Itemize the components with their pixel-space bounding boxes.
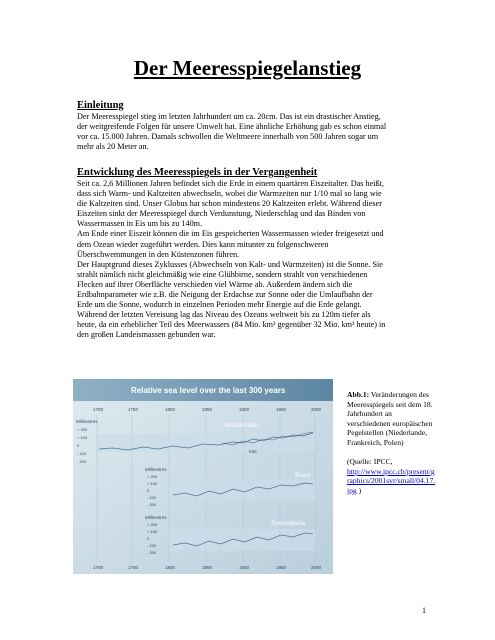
caption-line: Meeresspiegels seit dem 18. <box>347 399 433 409</box>
year-tick: 2000 <box>311 565 322 570</box>
year-tick: 2000 <box>311 407 322 412</box>
development-line: Erde um die Sonne, wodurch in einzelnen Perioden mehr Energie auf die Erde gelangt. <box>77 300 362 310</box>
intro-line: mehr als 20 Meter an. <box>77 142 149 152</box>
sea-level-graphic <box>73 379 333 574</box>
development-line: Am Ende einer Eiszeit können die im Eis gespeicherten Wassermassen wieder freigesetzt und <box>77 229 384 239</box>
caption-spacer <box>347 448 432 458</box>
y-tick: - 100 <box>147 495 157 500</box>
year-tick: 1700 <box>93 407 104 412</box>
y-axis-label: Millimetres <box>145 467 167 472</box>
caption-line: Jahrhundert an <box>347 409 392 419</box>
y-tick: + 100 <box>147 529 158 534</box>
caption-line: Pegelstellen (Niederlande, <box>347 428 428 438</box>
source-link[interactable]: http://www.ipcc.ch/present/g <box>347 466 435 476</box>
page-title: Der Meeresspiegelanstieg <box>133 56 362 80</box>
y-tick: + 200 <box>77 427 88 432</box>
figure-title: Relative sea level over the last 300 years <box>131 386 286 395</box>
caption-line: Frankreich, Polen) <box>347 437 404 447</box>
station-label-amsterdam: Amsterdam <box>225 422 259 429</box>
year-tick: 1900 <box>239 407 250 412</box>
y-tick: - 200 <box>147 502 157 507</box>
development-line: heute, da ein erheblicher Teil des Meerwassers (84 Mio. km³ gegenüber 32 Mio. km³ heute) in <box>77 320 386 330</box>
y-tick: 0 <box>147 536 150 541</box>
y-tick: 0 <box>147 488 150 493</box>
development-line: Überschwemmungen in den Küstenzonen führen. <box>77 249 240 259</box>
development-line: die Kaltzeiten sind. Unser Globus hat schon mindestens 20 Kaltzeiten erlebt. Während dieser <box>77 199 382 209</box>
y-tick: + 100 <box>147 481 158 486</box>
year-tick: 1850 <box>202 407 213 412</box>
year-tick: 1800 <box>165 565 176 570</box>
development-line: den großen Landeismassen gebunden war. <box>77 330 216 340</box>
sea-level-figure <box>73 379 333 574</box>
intro-heading: Einleitung <box>77 100 124 111</box>
development-line: Während der letzten Vereisung lag das Niveau des Ozeans weltweit bis zu 120m tiefer als <box>77 310 371 320</box>
station-label-swinoujscie: Swinoujscie <box>271 520 306 527</box>
y-tick: - 200 <box>147 550 157 555</box>
year-tick: 1700 <box>93 565 104 570</box>
intro-paragraph <box>77 112 422 152</box>
y-tick: - 100 <box>147 543 157 548</box>
development-line: Eiszeiten sinkt der Meeresspiegel durch Verdunstung, Niederschlag und das Binden von <box>77 209 366 219</box>
y-tick: 0 <box>77 443 80 448</box>
source-link[interactable]: jpg <box>347 485 357 495</box>
development-heading: Entwicklung des Meeresspiegels in der Vergangenheit <box>77 167 318 178</box>
source-link[interactable]: raphics/2001syr/small/04.17. <box>347 476 436 486</box>
y-axis-label: Millimetres <box>145 515 167 520</box>
development-line: Flecken auf ihrer Oberfläche verschieden viel Wärme ab. Außerdem ändern sich die <box>77 279 353 289</box>
y-tick: + 100 <box>77 435 88 440</box>
development-line: dem Ozean wieder zugeführt werden. Dies kann mitunter zu folgenschweren <box>77 239 329 249</box>
year-tick: 1850 <box>202 565 213 570</box>
year-tick: 1950 <box>276 565 287 570</box>
caption-close: ) <box>356 485 362 495</box>
development-line: dass sich Warm- und Kaltzeiten abwechseln, wobei die Warmzeiten nur 1/10 mal so lang wie <box>77 189 382 199</box>
station-label-kiel: Kiel <box>249 449 257 454</box>
development-paragraph <box>77 179 422 341</box>
y-axis-label: Millimetres <box>76 419 98 424</box>
development-line: Seit ca. 2,6 Millionen Jahren befindet sich die Erde in einem quartären Eiszeitalter. Das heißt, <box>77 179 384 188</box>
station-label-brest: Brest <box>295 472 311 479</box>
caption-label: Abb.1: <box>347 390 370 399</box>
development-line: Der Hauptgrund dieses Zyklusses (Abwechseln von Kalt- und Warmzeiten) ist die Sonne. Sie <box>77 259 383 269</box>
development-line: strahlt nämlich nicht gleichmäßig wie eine Glühbirne, sondern strahlt von verschiedenen <box>77 269 368 279</box>
figure-caption <box>347 390 436 496</box>
intro-line: der weitgreifende Folgen für unsere Umwelt hat. Eine ähnliche Erhöhung gab es schon einmal <box>77 122 387 132</box>
intro-line: Der Meeresspiegel stieg im letzten Jahrhundert um ca. 20cm. Das ist ein drastischer Anstieg, <box>77 112 381 121</box>
y-tick: + 200 <box>147 522 158 527</box>
y-tick: + 200 <box>147 474 158 479</box>
development-line: Erdbahnparameter wie z.B. die Neigung der Erdachse zur Sonne oder die Umlaufbahn der <box>77 290 373 300</box>
year-tick: 1950 <box>276 407 287 412</box>
y-tick: - 100 <box>77 451 87 456</box>
intro-line: vor ca. 15.000 Jahren. Damals schwollen die Weltmeere innerhalb von 500 Jahren sogar um <box>77 132 379 142</box>
page-number: 1 <box>422 606 426 615</box>
year-tick: 1750 <box>128 565 139 570</box>
caption-line: (Quelle: IPCC, <box>347 457 393 467</box>
caption-line: Veränderungen des <box>369 390 429 399</box>
year-tick: 1900 <box>239 565 250 570</box>
year-tick: 1800 <box>165 407 176 412</box>
y-tick: - 200 <box>77 459 87 464</box>
caption-line: verschiedenen europäischen <box>347 418 433 428</box>
year-tick: 1750 <box>128 407 139 412</box>
development-line: Wassermassen in Eis um bis zu 140m. <box>77 219 203 229</box>
